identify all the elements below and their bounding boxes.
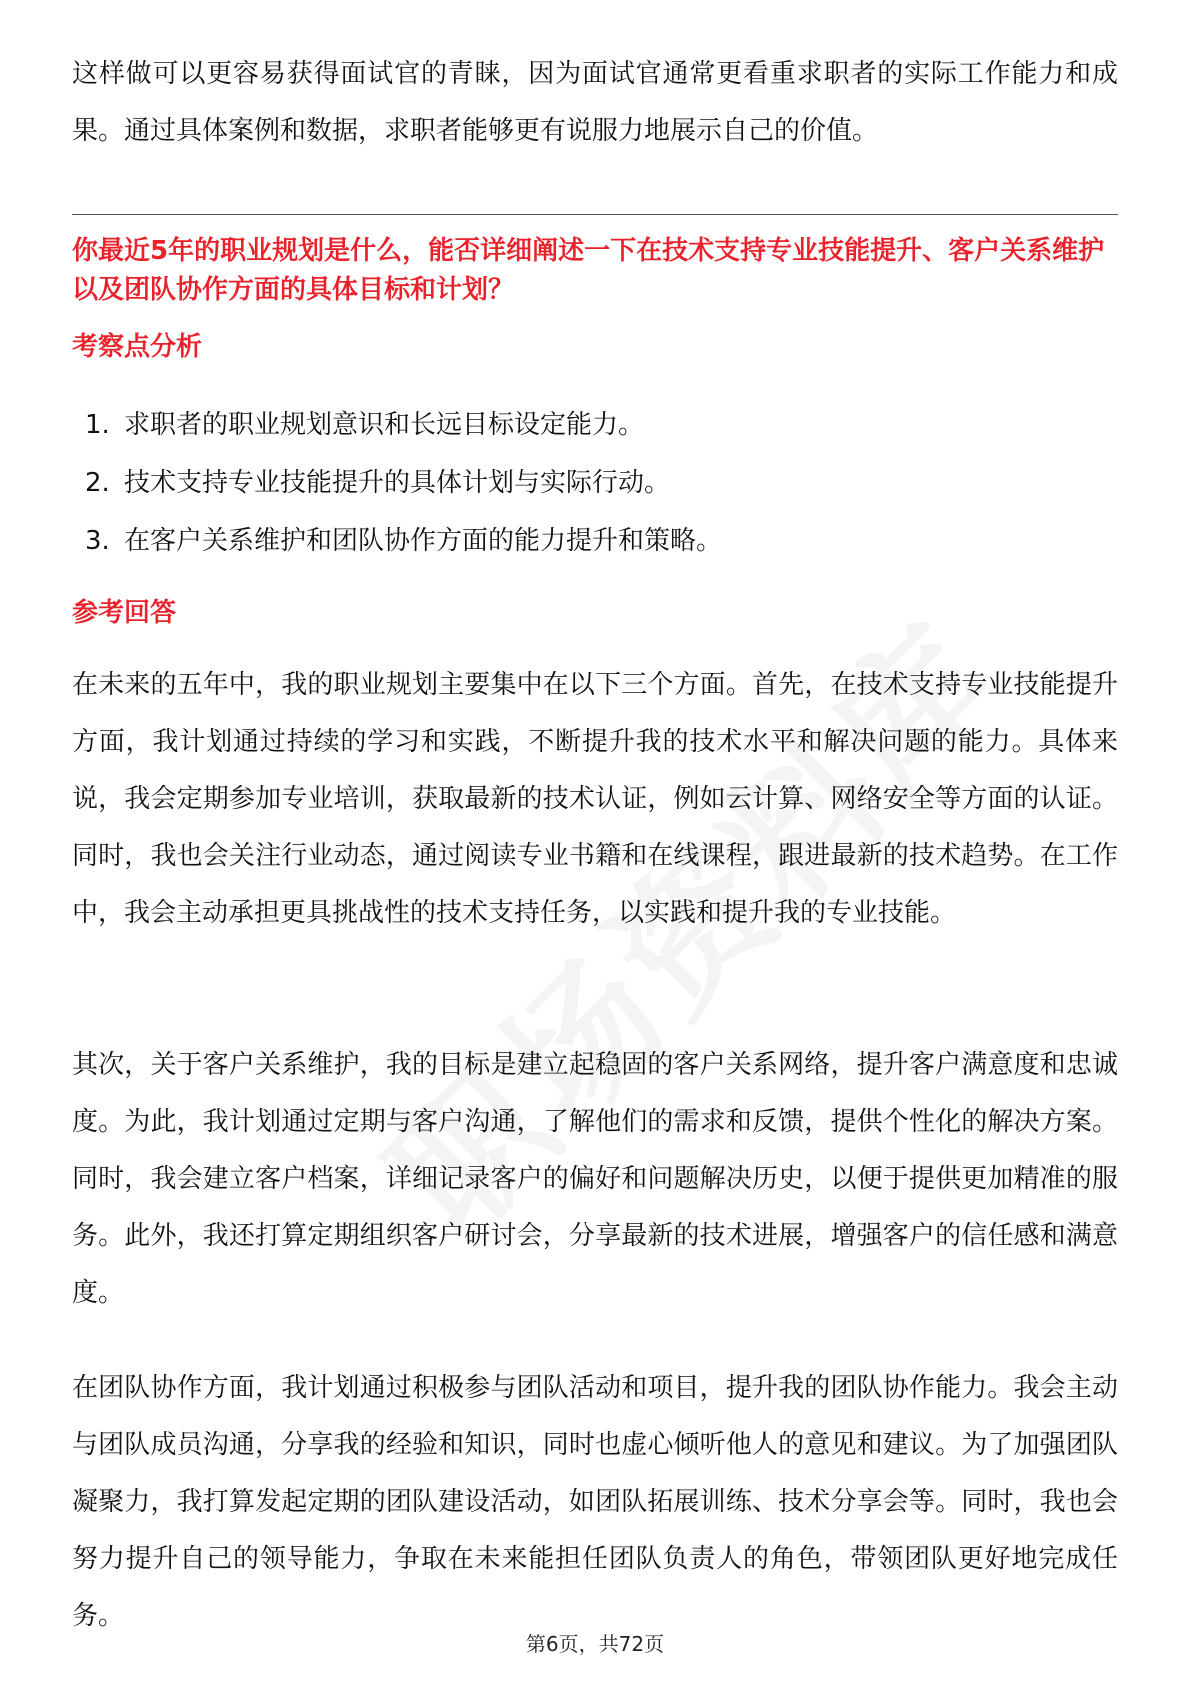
- list-item: [72, 454, 1118, 512]
- section-divider: [72, 214, 1118, 215]
- list-item-number: 1.: [85, 410, 110, 440]
- list-item-text: 技术支持专业技能提升的具体计划与实际行动。: [124, 468, 671, 498]
- answer-paragraph-3: 在团队协作方面，我计划通过积极参与团队活动和项目，提升我的团队协作能力。我会主动与团队成员沟通，分享我的经验和知识，同时也虚心倾听他人的意见和建议。为了加强团队凝聚力，我打算发起定期的团队建设活动，如团队拓展训练、技术分享会等。同时，我也会努力提升自己的领导能力，争取在未来能担任团队负责人的角色，带领团队更好地完成任务。: [72, 1373, 1118, 1631]
- list-item-text: 求职者的职业规划意识和长远目标设定能力。: [124, 410, 645, 440]
- list-item-number: 3.: [85, 526, 110, 556]
- page-number: 第6页，共72页: [525, 1632, 665, 1656]
- list-item: [72, 396, 1118, 454]
- answer-paragraph-1: 在未来的五年中，我的职业规划主要集中在以下三个方面。首先，在技术支持专业技能提升方面，我计划通过持续的学习和实践，不断提升我的技术水平和解决问题的能力。具体来说，我会定期参加专业培训，获取最新的技术认证，例如云计算、网络安全等方面的认证。同时，我也会关注行业动态，通过阅读专业书籍和在线课程，跟进最新的技术趋势。在工作中，我会主动承担更具挑战性的技术支持任务，以实践和提升我的专业技能。: [72, 670, 1118, 928]
- analysis-heading: 考察点分析: [72, 332, 203, 362]
- question-heading: 你最近5年的职业规划是什么，能否详细阐述一下在技术支持专业技能提升、客户关系维护以及团队协作方面的具体目标和计划？: [72, 236, 1105, 305]
- list-item-number: 2.: [85, 468, 110, 498]
- answer-heading: 参考回答: [72, 598, 177, 628]
- list-item-text: 在客户关系维护和团队协作方面的能力提升和策略。: [124, 526, 723, 556]
- answer-paragraph-2: 其次，关于客户关系维护，我的目标是建立起稳固的客户关系网络，提升客户满意度和忠诚度。为此，我计划通过定期与客户沟通，了解他们的需求和反馈，提供个性化的解决方案。同时，我会建立客户档案，详细记录客户的偏好和问题解决历史，以便于提供更加精准的服务。此外，我还打算定期组织客户研讨会，分享最新的技术进展，增强客户的信任感和满意度。: [72, 1050, 1118, 1308]
- analysis-list: [72, 396, 1118, 570]
- intro-paragraph: 这样做可以更容易获得面试官的青睐，因为面试官通常更看重求职者的实际工作能力和成果。通过具体案例和数据，求职者能够更有说服力地展示自己的价值。: [72, 59, 1118, 146]
- list-item: [72, 512, 1118, 570]
